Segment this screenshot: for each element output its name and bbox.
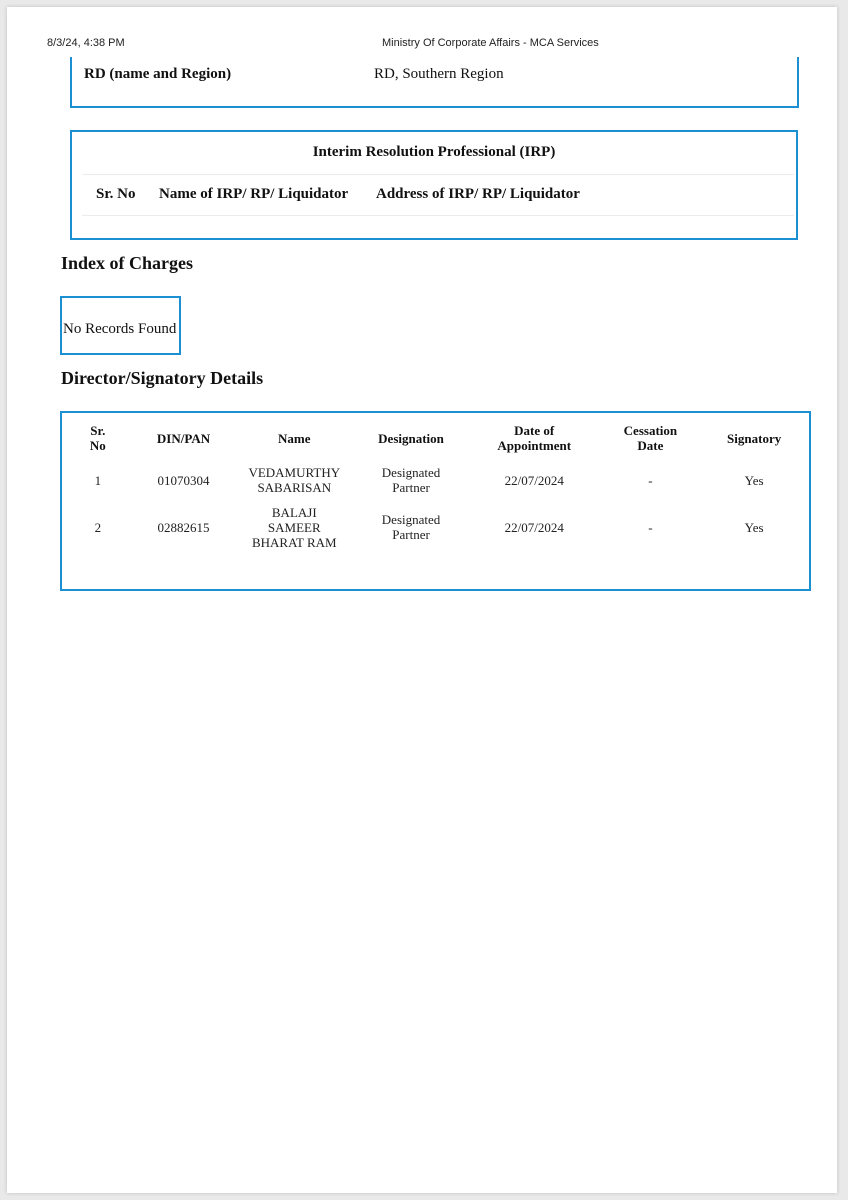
cell-name-line: SABARISAN [257,480,332,495]
irp-section [70,130,798,240]
cell-din: 02882615 [157,519,210,535]
irp-col-address: Address of IRP/ RP/ Liquidator [376,186,580,202]
cell-designation [355,463,467,497]
cell-designation [355,497,467,557]
cell-cessation-date: - [648,472,653,488]
directors-heading: Director/Signatory Details [61,368,264,388]
irp-col-sr-no: Sr. No [96,186,136,202]
charges-empty-box [60,296,181,355]
cell-din: 01070304 [157,472,210,488]
cell-appointment-date: 22/07/2024 [504,472,564,488]
col-header-appointment-line2: Appointment [497,438,572,453]
rd-section [70,57,799,108]
table-row [62,463,809,497]
col-header-sr-no [62,413,134,463]
col-header-designation: Designation [378,430,444,446]
directors-table-header [62,413,809,463]
charges-empty-message: No Records Found [63,321,177,337]
col-header-appointment [467,413,602,463]
irp-col-name: Name of IRP/ RP/ Liquidator [159,186,349,202]
table-row [62,497,809,557]
cell-signatory: Yes [744,519,764,535]
cell-designation-line: Designated [381,465,441,480]
directors-table-box [60,411,811,591]
cell-designation-line: Designated [381,512,441,527]
cell-sr-no: 1 [94,472,102,488]
col-header-name: Name [278,430,311,446]
col-header-signatory: Signatory [727,430,782,446]
document-page [7,7,837,1193]
directors-table [62,413,809,557]
rd-value: RD, Southern Region [374,66,504,82]
cell-designation-line: Partner [392,480,430,495]
col-header-sr-line2: No [89,438,106,453]
col-header-sr-line1: Sr. [90,423,106,438]
cell-designation-line: Partner [392,527,430,542]
cell-signatory: Yes [744,472,764,488]
irp-table-header [82,174,794,216]
cell-name [233,497,355,557]
charges-heading: Index of Charges [61,253,194,273]
cell-sr-no: 2 [94,519,102,535]
cell-name-line: VEDAMURTHY [248,465,341,480]
print-datetime: 8/3/24, 4:38 PM [47,37,125,49]
col-header-cessation-line1: Cessation [623,423,678,438]
cell-name-line: BHARAT RAM [251,534,337,550]
col-header-cessation-line2: Date [637,438,664,453]
cell-name-line: BALAJI [271,504,317,520]
col-header-appointment-line1: Date of [514,423,555,438]
col-header-cessation [602,413,700,463]
cell-name-line: SAMEER [267,519,321,535]
rd-label: RD (name and Region) [84,66,232,82]
col-header-din: DIN/PAN [156,430,211,446]
cell-name [233,463,355,497]
cell-appointment-date: 22/07/2024 [504,519,564,535]
irp-title: Interim Resolution Professional (IRP) [312,144,556,160]
cell-cessation-date: - [648,519,653,535]
print-title: Ministry Of Corporate Affairs - MCA Services [382,37,599,49]
